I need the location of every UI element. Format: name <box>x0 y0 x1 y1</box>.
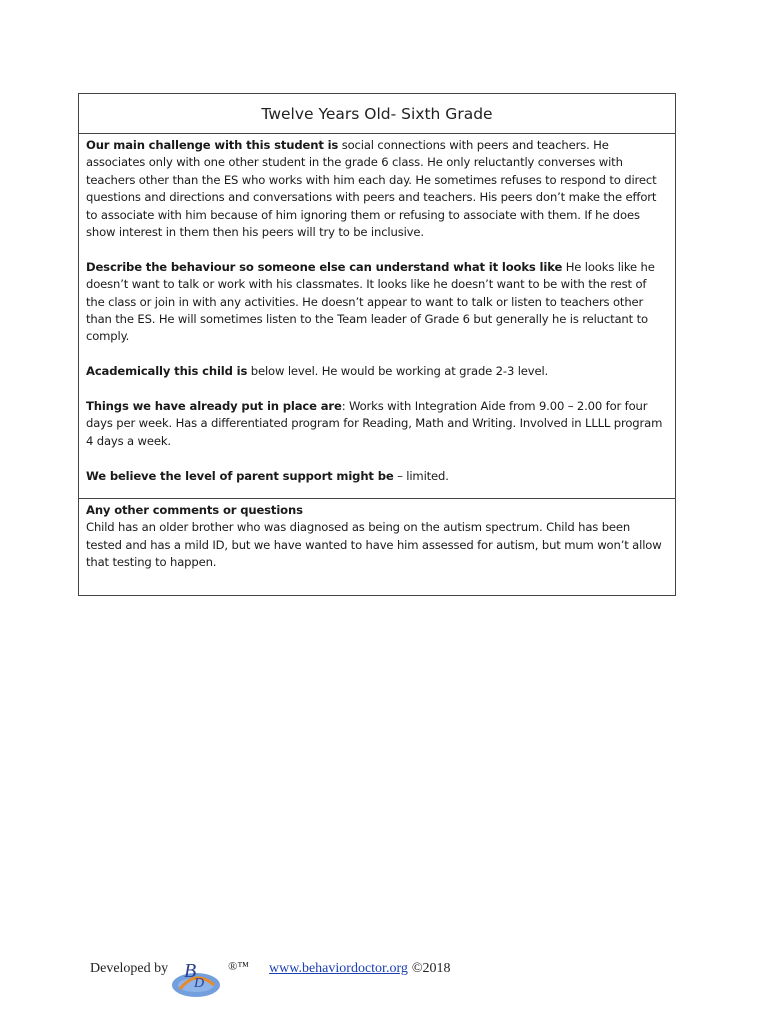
behaviour-paragraph <box>86 259 668 346</box>
behaviordoctor-link[interactable]: www.behaviordoctor.org <box>269 961 408 976</box>
copyright-text: ©2018 <box>411 961 451 976</box>
academic-text: below level. He would be working at grade 2-3 level. <box>247 364 549 379</box>
svg-text:D: D <box>194 976 205 991</box>
trademark-marks: ®™ <box>228 959 250 973</box>
comments-text: Child has an older brother who was diagnosed as being on the autism spectrum. Child has been tested and has a mild ID, but we have wanted to have him assessed for autism, but mum won’t allow that testing to happen. <box>86 520 662 570</box>
supports-paragraph <box>86 398 668 450</box>
svg-text:B: B <box>184 960 197 982</box>
behavior-doctor-logo-icon <box>170 955 222 999</box>
parent-support-text: – limited. <box>393 468 449 483</box>
comments-row <box>79 499 675 595</box>
form-title-row <box>79 94 675 134</box>
academic-label: Academically this child is <box>86 364 248 379</box>
challenge-label: Our main challenge with this student is <box>86 138 339 152</box>
form-table <box>78 93 676 596</box>
behaviour-text: He looks like he doesn’t want to talk or work with his classmates. It looks like he doesn’t want to be with the rest of the class or join in with any activities. He doesn’t appear to want to talk or listen to teachers other than the ES. He will sometimes listen to the Team leader of Grade 6 but generally he is reluctant to comply. <box>86 259 655 344</box>
comments-label: Any other comments or questions <box>86 503 303 517</box>
supports-label: Things we have already put in place are <box>86 399 342 414</box>
academic-paragraph <box>86 363 668 380</box>
parent-support-label: We believe the level of parent support might be <box>86 468 394 483</box>
form-title: Twelve Years Old- Sixth Grade <box>261 104 493 123</box>
supports-text: : Works with Integration Aide from 9.00 – 2.00 for four days per week. Has a differentiated program for Reading, Math and Writing. Involved in LLLL program 4 days a week. <box>86 399 663 448</box>
behaviour-label: Describe the behaviour so someone else can understand what it looks like <box>86 259 563 274</box>
parent-support-paragraph <box>86 468 668 485</box>
developed-by-text: Developed by <box>90 961 169 976</box>
main-info-row <box>79 134 675 499</box>
challenge-text: social connections with peers and teachers. He associates only with one other student in the grade 6 class. He only reluctantly converses with teachers other than the ES who works with him each day. He sometimes refuses to respond to direct questions and directions and conversations with peers and teachers. His peers don’t make the effort to associate with him because of him ignoring them or refusing to associate with them. If he does show interest in them then his peers will try to be inclusive. <box>86 138 657 240</box>
challenge-paragraph <box>86 137 668 241</box>
footer <box>90 955 451 999</box>
